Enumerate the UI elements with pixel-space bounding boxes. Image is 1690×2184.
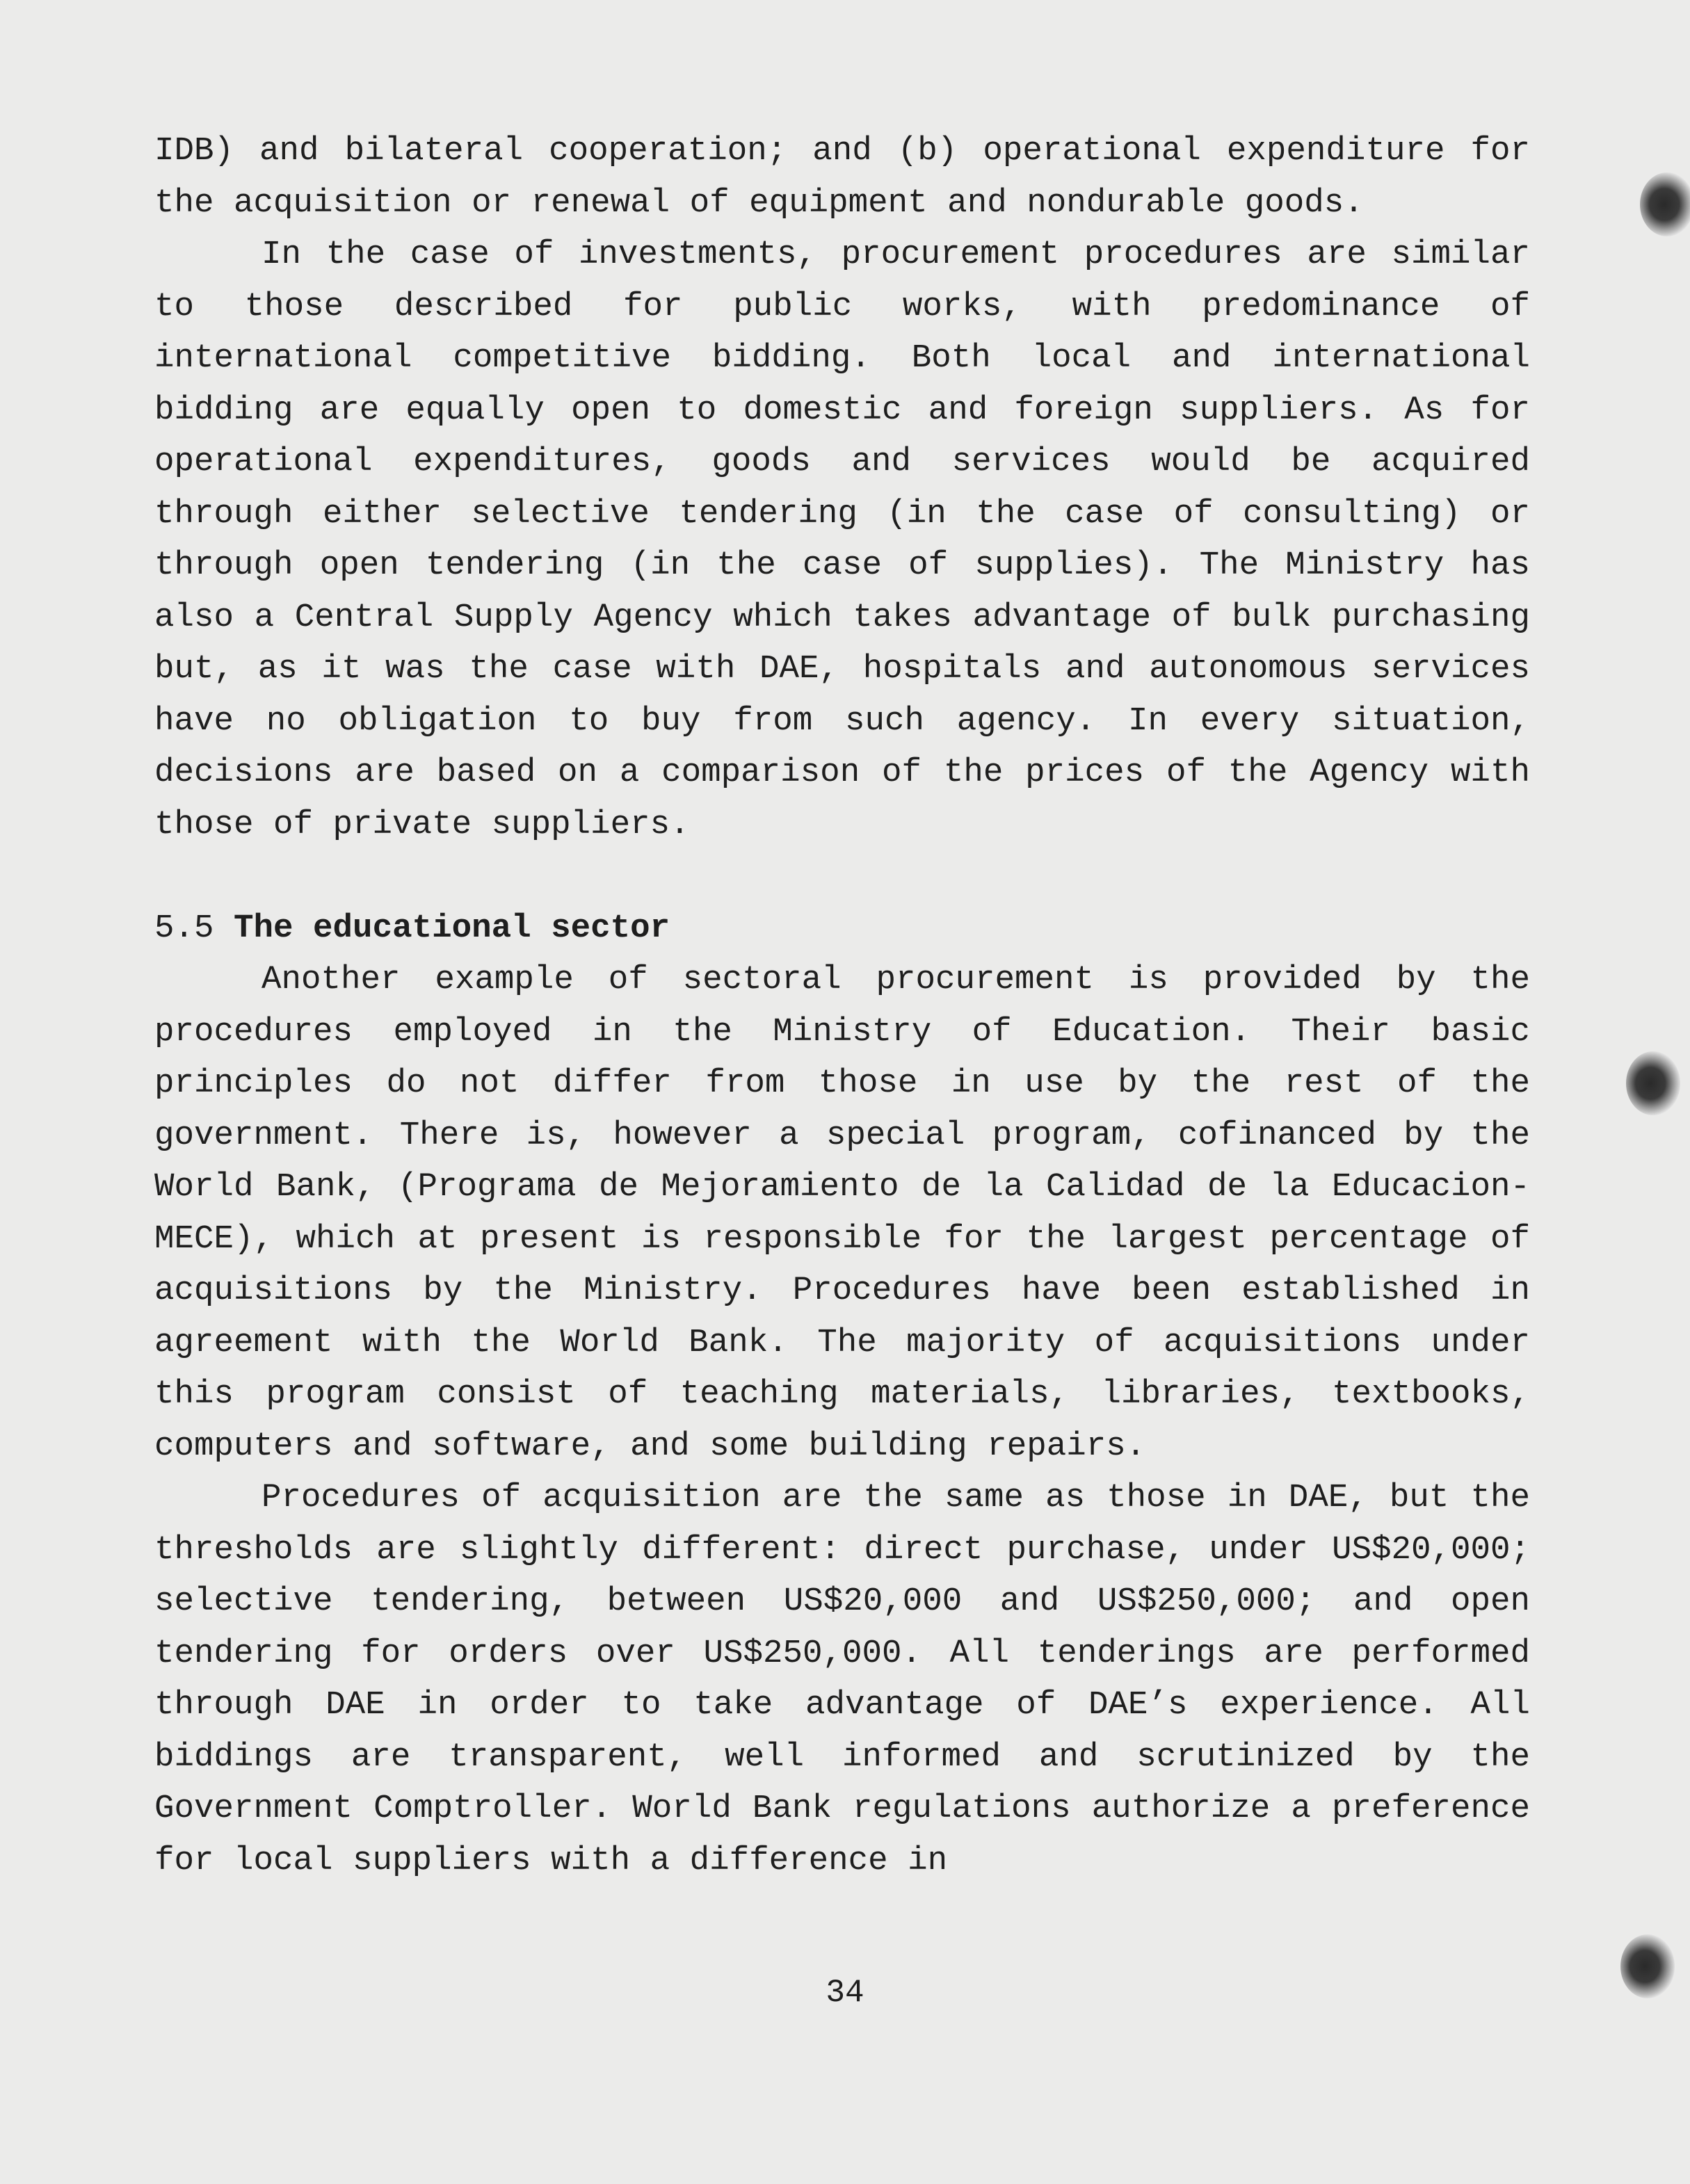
section-number: 5.5	[154, 909, 214, 947]
paragraph-procedures: Procedures of acquisition are the same as those in DAE, but the thresholds are slightly different: direct purchase, under US$20,000; selective tendering, between US$20,000 and US$250,000; and open tendering for orders over US$250,000. All tenderings are performed through DAE in order to take advantage of DAE’s experience. All biddings are transparent, well informed and scrutinized by the Government Comptroller. World Bank regulations authorize a preference for local suppliers with a difference in	[154, 1479, 1530, 1879]
body-text	[154, 125, 1530, 1886]
section-heading	[154, 903, 1530, 955]
paragraph-continuation: IDB) and bilateral cooperation; and (b) operational expenditure for the acquisition or renewal of equipment and nondurable goods.	[154, 132, 1530, 222]
paragraph-investments: In the case of investments, procurement procedures are similar to those described for public works, with predominance of international competitive bidding. Both local and international bidding are equally open to domestic and foreign suppliers. As for operational expenditures, goods and services would be acquired through either selective tendering (in the case of consulting) or through open tendering (in the case of supplies). The Ministry has also a Central Supply Agency which takes advantage of bulk purchasing but, as it was the case with DAE, hospitals and autonomous services have no obligation to buy from such agency. In every situation, decisions are based on a comparison of the prices of the Agency with those of private suppliers.	[154, 236, 1530, 843]
page-number: 34	[826, 1975, 864, 2011]
paragraph-education-intro: Another example of sectoral procurement is provided by the procedures employed in the Ministry of Education. Their basic principles do not differ from those in use by the rest of the government. There is, however a special program, cofinanced by the World Bank, (Programa de Mejoramiento de la Calidad de la Educacion-MECE), which at present is responsible for the largest percentage of acquisitions by the Ministry. Procedures have been established in agreement with the World Bank. The majority of acquisitions under this program consist of teaching materials, libraries, textbooks, computers and software, and some building repairs.	[154, 961, 1530, 1465]
binder-hole-icon	[1620, 1934, 1675, 1998]
binder-hole-icon	[1640, 172, 1690, 236]
section-title: The educational sector	[234, 909, 670, 947]
binder-hole-icon	[1626, 1051, 1680, 1115]
